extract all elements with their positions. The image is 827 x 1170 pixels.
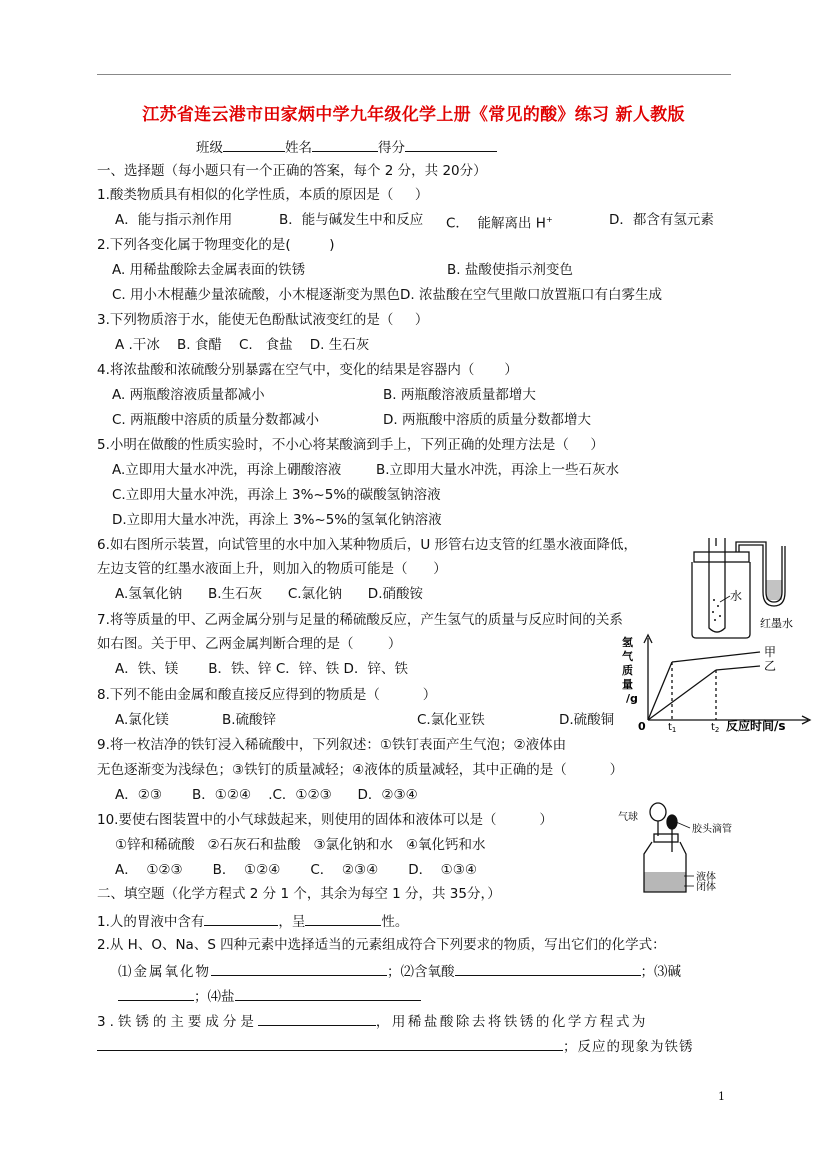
q2-option-b: B. 盐酸使指示剂变色 bbox=[447, 262, 573, 278]
q5-option-a: A.立即用大量水冲洗，再涂上硼酸溶液 bbox=[112, 462, 342, 478]
q3-options: A .干冰 B. 食醋 C. 食盐 D. 生石灰 bbox=[115, 337, 370, 353]
score-blank[interactable] bbox=[405, 137, 497, 152]
q2-option-a: A. 用稀盐酸除去金属表面的铁锈 bbox=[112, 262, 306, 278]
water-label: 水 bbox=[730, 589, 743, 603]
svg-text:0: 0 bbox=[638, 720, 646, 733]
q10-items: ①锌和稀硫酸 ②石灰石和盐酸 ③氯化钠和水 ④氧化钙和水 bbox=[115, 837, 486, 853]
q5-stem: 5.小明在做酸的性质实验时，不小心将某酸滴到手上，下列正确的处理方法是（ ） bbox=[97, 437, 604, 453]
svg-text:t2: $t_2$ bbox=[711, 722, 720, 734]
q8-option-b: B.硫酸锌 bbox=[222, 712, 277, 728]
svg-text:氢: 氢 bbox=[622, 636, 633, 649]
fill-2-row2: ；⑷盐 bbox=[118, 986, 421, 1006]
q1-option-b: B．能与碱发生中和反应 bbox=[279, 212, 424, 228]
q10-stem: 10.要使右图装置中的小气球鼓起来，则使用的固体和液体可以是（ ） bbox=[97, 812, 553, 828]
solid-label: 闭体 bbox=[696, 882, 716, 893]
fill-2-blank-1[interactable] bbox=[211, 961, 387, 976]
name-blank[interactable] bbox=[312, 137, 378, 152]
q5-option-d: D.立即用大量水冲洗，再涂上 3%~5%的氢氧化钠溶液 bbox=[112, 512, 442, 528]
liquid-label: 液体 bbox=[696, 872, 716, 883]
balloon bbox=[650, 803, 666, 821]
svg-text:质: 质 bbox=[622, 664, 633, 677]
q4-option-a: A. 两瓶酸溶液质量都减小 bbox=[112, 387, 265, 403]
dropper-bulb bbox=[667, 815, 677, 829]
fill-2-stem: 2.从 H、O、Na、S 四种元素中选择适当的元素组成符合下列要求的物质，写出它们的化学式： bbox=[97, 937, 666, 953]
fill-3-blank-1[interactable] bbox=[258, 1011, 376, 1026]
page-number: 1 bbox=[718, 1090, 725, 1103]
q7-stem-2: 如右图。关于甲、乙两金属判断合理的是（ ） bbox=[97, 636, 402, 652]
q3-stem: 3.下列物质溶于水，能使无色酚酞试液变红的是（ ） bbox=[97, 312, 429, 328]
q6-stem-1: 6.如右图所示装置，向试管里的水中加入某种物质后，U 形管右边支管的红墨水液面降低， bbox=[97, 537, 638, 553]
balloon-apparatus-figure bbox=[614, 800, 754, 900]
q4-stem: 4.将浓盐酸和浓硫酸分别暴露在空气中，变化的结果是容器内（ ） bbox=[97, 362, 518, 378]
q1-option-c: C． 能解离出 H+ bbox=[446, 215, 553, 232]
q4-option-d: D. 两瓶酸中溶质的质量分数都增大 bbox=[383, 412, 591, 428]
q1-option-d: D．都含有氢元素 bbox=[609, 212, 714, 228]
series-label-jia: 甲 bbox=[764, 645, 777, 659]
q6-stem-2: 左边支管的红墨水液面上升，则加入的物质可能是（ ） bbox=[97, 561, 447, 577]
q1-option-a: A．能与指示剂作用 bbox=[115, 212, 233, 228]
svg-text:气: 气 bbox=[622, 650, 633, 663]
q1-stem: 1.酸类物质具有相似的化学性质，本质的原因是（ ） bbox=[97, 187, 429, 203]
balloon-label: 气球 bbox=[618, 812, 638, 823]
svg-text:量: 量 bbox=[622, 678, 633, 691]
q6-options: A.氢氧化钠 B.生石灰 C.氯化钠 D.硝酸铵 bbox=[115, 586, 423, 602]
q7-stem-1: 7.将等质量的甲、乙两金属分别与足量的稀硫酸反应，产生氢气的质量与反应时间的关系 bbox=[97, 612, 623, 628]
class-label: 班级 bbox=[196, 140, 223, 156]
hydrogen-graph bbox=[620, 630, 820, 734]
dropper-label: 胶头滴管 bbox=[692, 824, 732, 835]
fill-2-blank-4[interactable] bbox=[235, 986, 421, 1001]
svg-text:/g: /g bbox=[626, 692, 638, 705]
name-label: 姓名 bbox=[285, 140, 312, 156]
q8-option-c: C.氯化亚铁 bbox=[417, 712, 485, 728]
header-rule bbox=[97, 74, 731, 75]
q8-stem: 8.下列不能由金属和酸直接反应得到的物质是（ ） bbox=[97, 687, 437, 703]
q4-option-c: C. 两瓶酸中溶质的质量分数都减小 bbox=[112, 412, 320, 428]
q2-stem: 2.下列各变化属于物理变化的是( ) bbox=[97, 237, 335, 253]
q8-option-a: A.氯化镁 bbox=[115, 712, 169, 728]
fill-1-blank-b[interactable] bbox=[305, 911, 381, 926]
student-info-row bbox=[196, 137, 497, 157]
q2-option-cd: C. 用小木棍蘸少量浓硫酸，小木棍逐渐变为黑色D. 浓盐酸在空气里敞口放置瓶口有白雾生成 bbox=[112, 287, 662, 303]
red-ink-label: 红墨水 bbox=[760, 617, 793, 630]
series-label-yi: 乙 bbox=[764, 659, 777, 673]
q9-stem-2: 无色逐渐变为浅绿色；③铁钉的质量减轻；④液体的质量减轻，其中正确的是（ ） bbox=[97, 762, 624, 778]
x-axis-label: 反应时间/s bbox=[726, 719, 786, 733]
section1-heading: 一、选择题（每小题只有一个正确的答案，每个 2 分，共 20分） bbox=[97, 163, 487, 179]
fill-3-blank-2[interactable] bbox=[97, 1036, 563, 1051]
page-title: 江苏省连云港市田家炳中学九年级化学上册《常见的酸》练习 新人教版 bbox=[142, 105, 685, 125]
fill-2-row1: ⑴金属氧化物 ；⑵含氧酸 ；⑶碱 bbox=[118, 961, 681, 981]
fill-1-blank-a[interactable] bbox=[204, 911, 278, 926]
apparatus-figure bbox=[684, 532, 814, 642]
score-label: 得分 bbox=[378, 140, 405, 156]
ink-left bbox=[766, 580, 782, 600]
q5-option-c: C.立即用大量水冲洗，再涂上 3%~5%的碳酸氢钠溶液 bbox=[112, 487, 441, 503]
fill-1: 1.人的胃液中含有 ，呈 性。 bbox=[97, 911, 408, 931]
q8-option-d: D.硫酸铜 bbox=[559, 712, 615, 728]
q4-option-b: B. 两瓶酸溶液质量都增大 bbox=[383, 387, 536, 403]
svg-text:t1: $t_1$ bbox=[668, 722, 677, 734]
stopper bbox=[694, 552, 749, 562]
fill-2-blank-3[interactable] bbox=[118, 986, 194, 1001]
q5-option-b: B.立即用大量水冲洗，再涂上一些石灰水 bbox=[376, 462, 620, 478]
q9-stem-1: 9.将一枚洁净的铁钉浸入稀硫酸中，下列叙述：①铁钉表面产生气泡；②液体由 bbox=[97, 737, 567, 753]
fill-3-row2: ；反应的现象为铁锈 bbox=[97, 1036, 694, 1056]
section2-heading: 二、填空题（化学方程式 2 分 1 个，其余为每空 1 分，共 35分，） bbox=[97, 886, 501, 902]
q10-options: A． ①②③ B． ①②④ C． ②③④ D． ①③④ bbox=[115, 862, 477, 878]
class-blank[interactable] bbox=[223, 137, 285, 152]
q9-options: A．②③ B．①②④ .C．①②③ D．②③④ bbox=[115, 787, 418, 803]
fill-2-blank-2[interactable] bbox=[455, 961, 641, 976]
q7-options: A．铁、镁 B．铁、锌 C．锌、铁 D．锌、铁 bbox=[115, 661, 408, 677]
fill-3-row1: 3.铁锈的主要成分是 ，用稀盐酸除去将铁锈的化学方程式为 bbox=[97, 1011, 648, 1031]
